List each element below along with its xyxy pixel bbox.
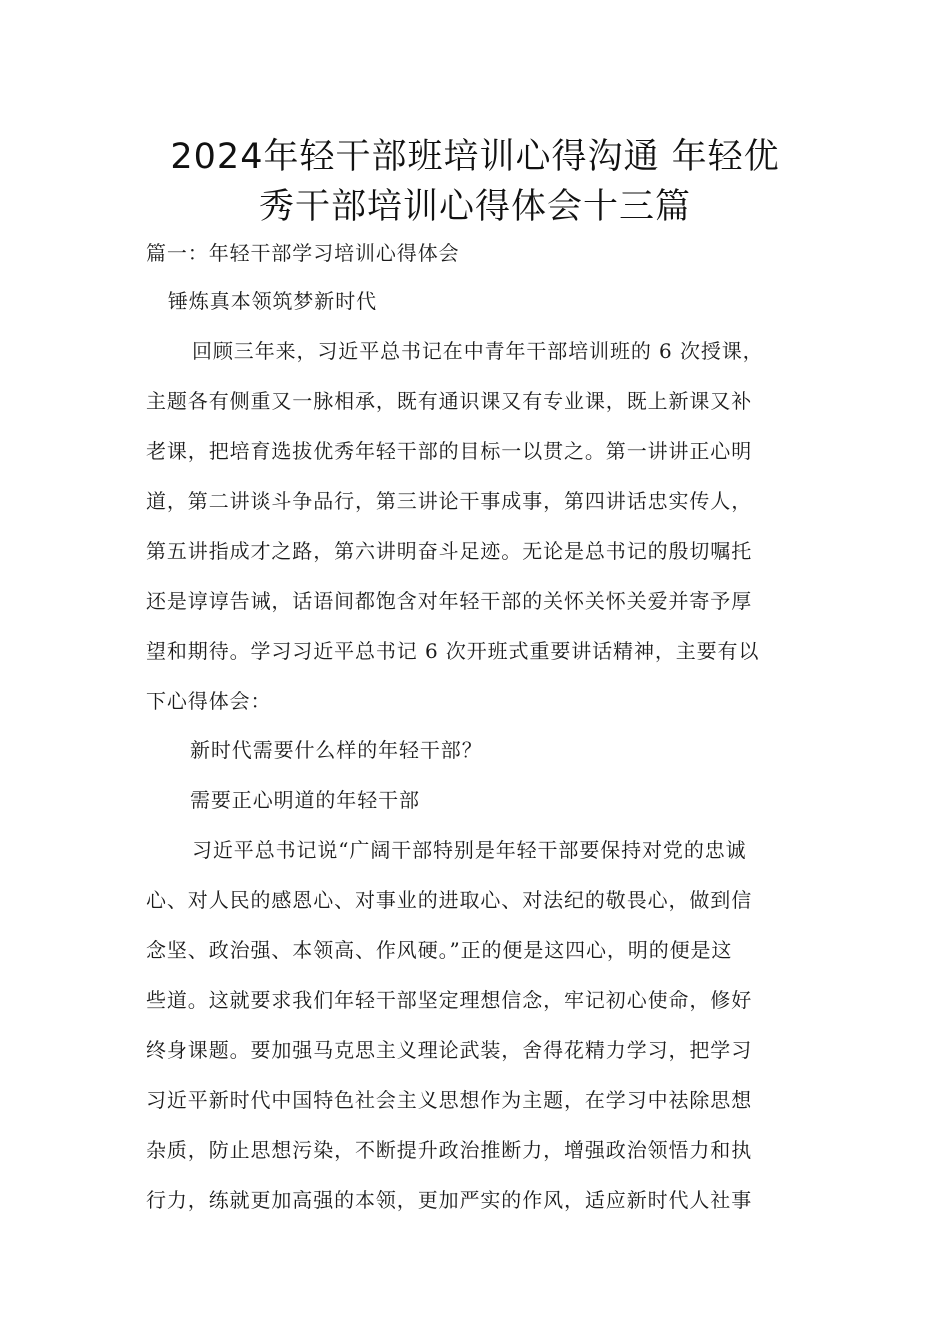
- paragraph-line: 回顾三年来，习近平总书记在中青年干部培训班的 6 次授课，: [192, 339, 764, 363]
- paragraph-line: 还是谆谆告诫，话语间都饱含对年轻干部的关怀关怀关爱并寄予厚: [146, 589, 753, 613]
- paragraph-line: 念坚、政治强、本领高、作风硬。”正的便是这四心，明的便是这: [146, 938, 733, 962]
- sub-heading: 需要正心明道的年轻干部: [190, 788, 420, 812]
- paragraph-line: 些道。这就要求我们年轻干部坚定理想信念，牢记初心使命，修好: [146, 988, 753, 1012]
- document-title-line-1: 2024年轻干部班培训心得沟通 年轻优: [170, 137, 780, 177]
- paragraph-line: 道，第二讲谈斗争品行，第三讲论干事成事，第四讲话忠实传人，: [146, 489, 753, 513]
- paragraph-line: 下心得体会：: [146, 689, 272, 713]
- question-heading: 新时代需要什么样的年轻干部？: [190, 738, 483, 762]
- paragraph-line: 望和期待。学习习近平总书记 6 次开班式重要讲话精神，主要有以: [146, 639, 760, 663]
- paragraph-line: 心、对人民的感恩心、对事业的进取心、对法纪的敬畏心，做到信: [146, 888, 753, 912]
- paragraph-line: 习近平总书记说“广阔干部特别是年轻干部要保持对党的忠诚: [192, 838, 747, 862]
- document-title-line-2: 秀干部培训心得体会十三篇: [258, 187, 691, 227]
- article-subtitle: 锤炼真本领筑梦新时代: [168, 289, 377, 313]
- section-heading: 篇一：年轻干部学习培训心得体会: [146, 241, 460, 265]
- paragraph-line: 主题各有侧重又一脉相承，既有通识课又有专业课，既上新课又补: [146, 389, 753, 413]
- paragraph-line: 习近平新时代中国特色社会主义思想作为主题，在学习中祛除思想: [146, 1088, 753, 1112]
- paragraph-line: 老课，把培育选拔优秀年轻干部的目标一以贯之。第一讲讲正心明: [146, 439, 753, 463]
- paragraph-line: 杂质，防止思想污染，不断提升政治推断力，增强政治领悟力和执: [146, 1138, 753, 1162]
- paragraph-line: 第五讲指成才之路，第六讲明奋斗足迹。无论是总书记的殷切嘱托: [146, 539, 753, 563]
- paragraph-line: 终身课题。要加强马克思主义理论武装，舍得花精力学习，把学习: [146, 1038, 753, 1062]
- paragraph-line: 行力，练就更加高强的本领，更加严实的作风，适应新时代人社事: [146, 1188, 753, 1212]
